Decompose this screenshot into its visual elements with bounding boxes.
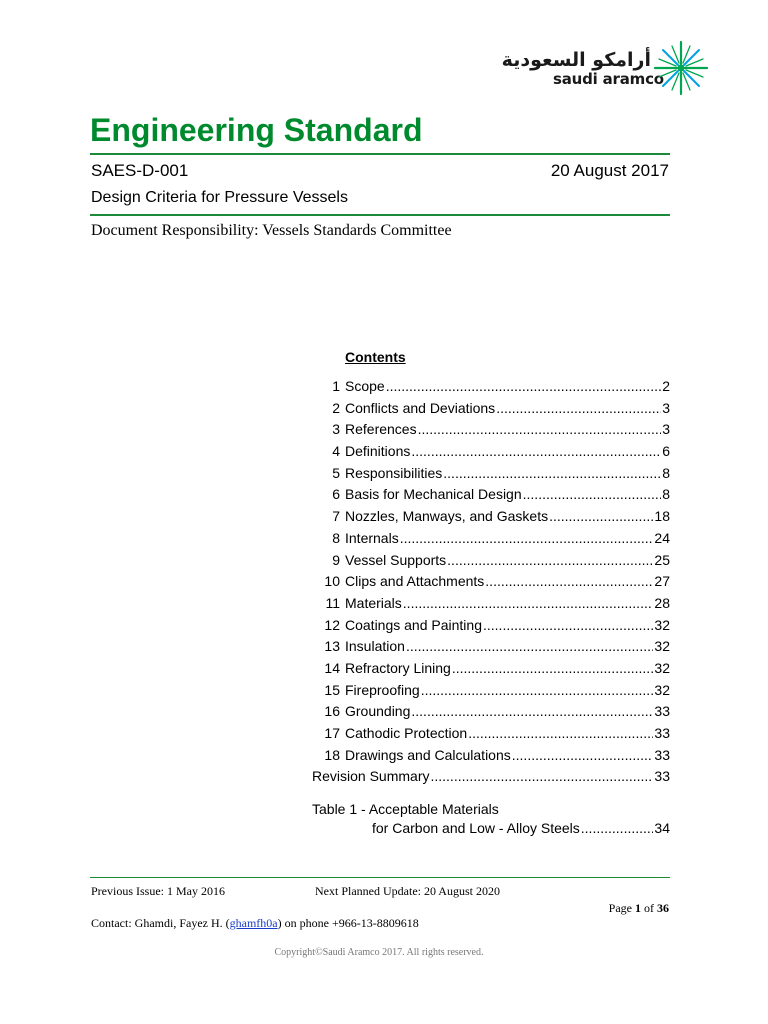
toc-number: 18	[324, 746, 340, 763]
toc-number: 11	[325, 594, 340, 611]
toc-page: 33	[654, 746, 670, 763]
toc-leader	[523, 484, 662, 506]
toc-entry[interactable]	[312, 745, 670, 767]
toc-title: Conflicts and Deviations	[345, 399, 496, 416]
toc-page: 33	[654, 725, 670, 741]
toc-entry[interactable]	[312, 658, 670, 680]
toc-title: Internals	[345, 529, 399, 546]
toc-number: 2	[332, 399, 340, 416]
toc-entry[interactable]	[312, 398, 670, 420]
toc-page: 32	[654, 659, 670, 676]
toc-page: 3	[662, 421, 670, 438]
table-of-contents	[312, 376, 670, 788]
toc-leader	[483, 615, 653, 637]
toc-entry[interactable]	[312, 571, 670, 593]
toc-entry-revision-summary[interactable]	[312, 766, 670, 788]
document-subtitle: Design Criteria for Pressure Vessels	[91, 189, 348, 206]
toc-leader	[403, 593, 654, 615]
contact-line	[91, 915, 419, 931]
toc-number: 3	[332, 421, 340, 438]
document-type-title: Engineering Standard	[90, 112, 423, 148]
toc-page: 6	[662, 443, 670, 460]
toc-title: Clips and Attachments	[345, 573, 485, 590]
toc-entry[interactable]	[312, 723, 670, 745]
toc-leader	[421, 680, 654, 702]
contact-suffix: ) on phone +966-13-8809618	[277, 916, 419, 930]
toc-page: 32	[654, 638, 670, 655]
subtitle-rule	[90, 214, 670, 216]
toc-title: Nozzles, Manways, and Gaskets	[345, 508, 549, 525]
page-of: of	[644, 901, 654, 915]
toc-page: 32	[654, 616, 670, 633]
toc-leader	[443, 463, 661, 485]
toc-table-entry[interactable]	[312, 800, 670, 838]
toc-number: 1	[332, 378, 340, 394]
toc-page: 25	[654, 551, 670, 568]
toc-title: Fireproofing	[345, 681, 420, 698]
toc-entry[interactable]	[312, 528, 670, 550]
toc-entry[interactable]	[312, 550, 670, 572]
toc-title: Refractory Lining	[345, 659, 451, 676]
toc-title: Responsibilities	[345, 464, 443, 481]
toc-entry[interactable]	[312, 615, 670, 637]
copyright-notice: Copyright©Saudi Aramco 2017. All rights reserved.	[274, 947, 484, 958]
toc-number: 17	[324, 725, 340, 741]
toc-page: 33	[654, 768, 670, 785]
page-total: 36	[657, 901, 669, 915]
contact-email-link[interactable]: ghamfh0a	[229, 916, 278, 930]
toc-page: 2	[662, 378, 670, 394]
toc-leader	[485, 571, 653, 593]
toc-leader	[411, 701, 653, 723]
toc-title: Scope	[345, 378, 385, 394]
toc-page: 27	[654, 573, 670, 590]
contents-heading: Contents	[345, 349, 406, 365]
toc-title: Insulation	[345, 638, 405, 655]
toc-title: Materials	[345, 594, 402, 611]
toc-table-subtitle: for Carbon and Low - Alloy Steels	[372, 820, 580, 836]
previous-issue: Previous Issue: 1 May 2016	[91, 884, 225, 898]
toc-entry[interactable]	[312, 506, 670, 528]
toc-number: 12	[324, 616, 340, 633]
toc-leader	[512, 745, 654, 767]
toc-entry[interactable]	[312, 636, 670, 658]
toc-leader	[418, 419, 662, 441]
toc-leader	[406, 636, 653, 658]
document-date: 20 August 2017	[550, 161, 669, 180]
toc-leader	[411, 441, 661, 463]
toc-number: 14	[324, 659, 340, 676]
toc-page: 33	[654, 703, 670, 720]
saudi-aramco-logo	[501, 40, 690, 96]
aramco-star-mark-icon	[653, 40, 709, 96]
toc-leader	[496, 398, 661, 420]
next-planned-update: Next Planned Update: 20 August 2020	[315, 884, 500, 898]
page-label: Page	[608, 901, 632, 915]
toc-title: Revision Summary	[312, 768, 430, 785]
toc-entry[interactable]	[312, 441, 670, 463]
document-number: SAES-D-001	[91, 161, 189, 180]
toc-table-title: Table 1 - Acceptable Materials	[312, 801, 499, 817]
toc-title: Basis for Mechanical Design	[345, 486, 522, 503]
toc-leader	[452, 658, 654, 680]
logo-english-text: saudi aramco	[553, 70, 664, 88]
toc-leader	[549, 506, 653, 528]
toc-number: 6	[332, 486, 340, 503]
toc-entry[interactable]	[312, 463, 670, 485]
toc-number: 4	[332, 443, 340, 460]
toc-number: 15	[324, 681, 340, 698]
toc-leader	[468, 723, 653, 745]
toc-entry[interactable]	[312, 593, 670, 615]
toc-leader	[581, 819, 654, 838]
toc-page: 8	[662, 464, 670, 481]
footer-rule	[90, 877, 670, 878]
toc-number: 10	[324, 573, 340, 590]
toc-title: Drawings and Calculations	[345, 746, 511, 763]
contact-prefix: Contact: Ghamdi, Fayez H. (	[91, 916, 230, 930]
toc-number: 9	[332, 551, 340, 568]
toc-leader	[386, 376, 662, 398]
toc-page: 32	[654, 681, 670, 698]
toc-number: 13	[324, 638, 340, 655]
toc-entry[interactable]	[312, 376, 670, 398]
toc-title: Cathodic Protection	[345, 725, 468, 741]
toc-title: Definitions	[345, 443, 411, 460]
toc-number: 7	[332, 508, 340, 525]
toc-entry[interactable]	[312, 484, 670, 506]
toc-title: Coatings and Painting	[345, 616, 482, 633]
toc-table-page: 34	[654, 820, 670, 836]
toc-number: 16	[324, 703, 340, 720]
toc-number: 8	[332, 529, 340, 546]
page-current: 1	[635, 901, 641, 915]
toc-entry[interactable]	[312, 701, 670, 723]
toc-entry[interactable]	[312, 680, 670, 702]
toc-title: Vessel Supports	[345, 551, 447, 568]
page-number	[609, 900, 669, 916]
toc-leader	[400, 528, 654, 550]
logo-arabic-text: أرامكو السعودية	[501, 49, 651, 71]
toc-page: 18	[654, 508, 670, 525]
toc-page: 3	[662, 399, 670, 416]
toc-page: 24	[654, 529, 670, 546]
title-rule	[90, 153, 670, 155]
toc-leader	[430, 766, 653, 788]
toc-page: 28	[654, 594, 670, 611]
toc-title: Grounding	[345, 703, 411, 720]
toc-page: 8	[662, 486, 670, 503]
toc-number: 5	[332, 464, 340, 481]
toc-title: References	[345, 421, 417, 438]
document-responsibility: Document Responsibility: Vessels Standards Committee	[91, 222, 452, 239]
toc-entry[interactable]	[312, 419, 670, 441]
toc-leader	[447, 550, 653, 572]
